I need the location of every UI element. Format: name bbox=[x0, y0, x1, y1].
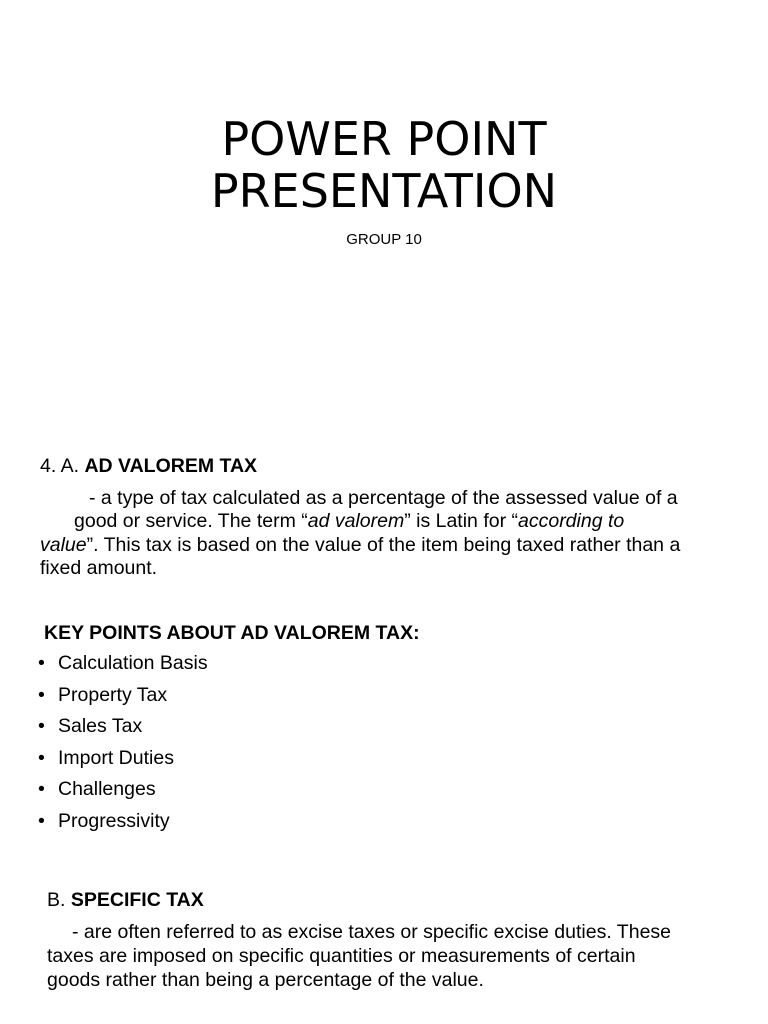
bullet-icon: • bbox=[38, 715, 45, 738]
section-a-prefix: 4. A. bbox=[40, 455, 85, 477]
section-a-heading bbox=[40, 454, 257, 478]
section-b-line-1: - are often referred to as excise taxes or specific excise duties. These bbox=[72, 921, 672, 943]
list-item bbox=[38, 777, 208, 809]
list-item-label: Calculation Basis bbox=[58, 652, 208, 674]
list-item-label: Progressivity bbox=[58, 809, 170, 832]
section-b-line-3: goods rather than being a percentage of the value. bbox=[47, 969, 484, 991]
bullet-icon: • bbox=[38, 652, 45, 674]
section-a-line-3 bbox=[40, 533, 680, 557]
section-b-title: SPECIFIC TAX bbox=[70, 889, 204, 911]
key-points-list bbox=[38, 651, 208, 841]
section-a-line-4: fixed amount. bbox=[40, 557, 158, 579]
section-a-line-2-text-a: good or service. The term “ bbox=[74, 510, 308, 532]
list-item-label: Sales Tax bbox=[58, 715, 143, 738]
section-a-title: AD VALOREM TAX bbox=[84, 455, 258, 477]
section-b-heading bbox=[47, 888, 204, 912]
section-a-translation-italic-cont: value bbox=[40, 534, 87, 556]
page-title-line-2: PRESENTATION bbox=[210, 164, 558, 218]
section-a-term-italic: ad valorem bbox=[307, 510, 405, 532]
list-item bbox=[38, 746, 208, 778]
section-a-line-2 bbox=[74, 509, 624, 533]
subtitle: GROUP 10 bbox=[346, 231, 422, 248]
section-a-translation-italic: according to bbox=[518, 510, 625, 532]
section-a-line-2-text-b: ” is Latin for “ bbox=[404, 510, 518, 532]
section-b-line-2: taxes are imposed on specific quantities or measurements of certain bbox=[47, 945, 636, 967]
bullet-icon: • bbox=[38, 778, 45, 801]
page-title-line-1: POWER POINT bbox=[221, 112, 547, 166]
list-item bbox=[38, 651, 208, 683]
section-a-line-3-text: ”. This tax is based on the value of the item being taxed rather than a bbox=[86, 534, 681, 556]
bullet-icon: • bbox=[38, 746, 45, 769]
list-item-label: Challenges bbox=[58, 778, 156, 801]
list-item-label: Property Tax bbox=[58, 683, 168, 706]
section-a-line-1: - a type of tax calculated as a percentage of the assessed value of a bbox=[89, 487, 678, 509]
bullet-icon: • bbox=[38, 809, 45, 832]
section-b-prefix: B. bbox=[47, 889, 71, 911]
list-item bbox=[38, 714, 208, 746]
key-points-heading: KEY POINTS ABOUT AD VALOREM TAX: bbox=[44, 622, 420, 644]
list-item bbox=[38, 809, 208, 841]
bullet-icon: • bbox=[38, 683, 45, 706]
list-item bbox=[38, 683, 208, 715]
list-item-label: Import Duties bbox=[58, 746, 174, 769]
